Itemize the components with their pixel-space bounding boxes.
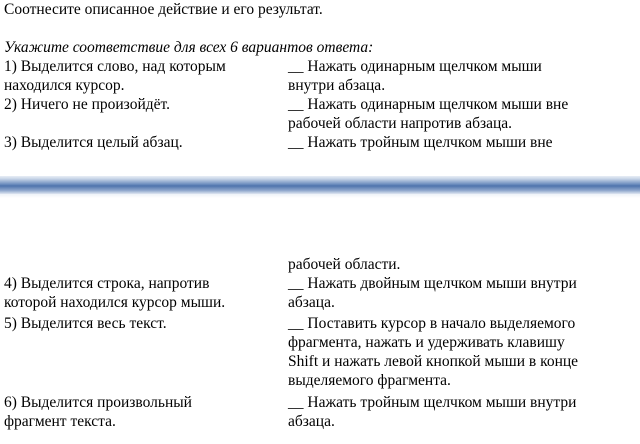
action-e-line-2: фрагмента, нажать и удерживать клавишу (288, 334, 565, 351)
instruction-text: Укажите соответствие для всех 6 вариантов ответа: (4, 39, 374, 56)
page-break-shadow (0, 194, 640, 198)
action-c-line-2: рабочей области. (288, 256, 401, 273)
action-d-line-1: __ Нажать двойным щелчком мыши внутри (288, 275, 577, 292)
result-2-line-1: 2) Ничего не произойдёт. (4, 96, 171, 113)
action-b-line-2: рабочей области напротив абзаца. (288, 115, 513, 132)
result-1-line-2: находился курсор. (4, 77, 125, 94)
action-f-line-2: абзаца. (288, 413, 335, 430)
result-4-line-2: которой находился курсор мыши. (4, 294, 226, 311)
action-e-line-4: выделяемого фрагмента. (288, 372, 451, 389)
result-3-line-1: 3) Выделится целый абзац. (4, 134, 183, 151)
result-6-line-1: 6) Выделится произвольный (4, 394, 192, 411)
action-e-line-1: __ Поставить курсор в начало выделяемого (288, 315, 576, 332)
question-title: Соотнесите описанное действие и его результат. (4, 1, 323, 18)
result-1-line-1: 1) Выделится слово, над которым (4, 58, 226, 75)
action-f-line-1: __ Нажать тройным щелчком мыши внутри (288, 394, 577, 411)
action-b-line-1: __ Нажать одинарным щелчком мыши вне (288, 96, 569, 113)
result-4-line-1: 4) Выделится строка, напротив (4, 275, 210, 292)
page-break-separator (0, 176, 640, 194)
action-e-line-3: Shift и нажать левой кнопкой мыши в конце (288, 353, 579, 370)
action-a-line-1: __ Нажать одинарным щелчком мыши (288, 58, 542, 75)
action-c-line-1: __ Нажать тройным щелчком мыши вне (288, 134, 553, 151)
action-a-line-2: внутри абзаца. (288, 77, 386, 94)
action-d-line-2: абзаца. (288, 294, 335, 311)
result-6-line-2: фрагмент текста. (4, 413, 116, 430)
result-5-line-1: 5) Выделится весь текст. (4, 315, 167, 332)
